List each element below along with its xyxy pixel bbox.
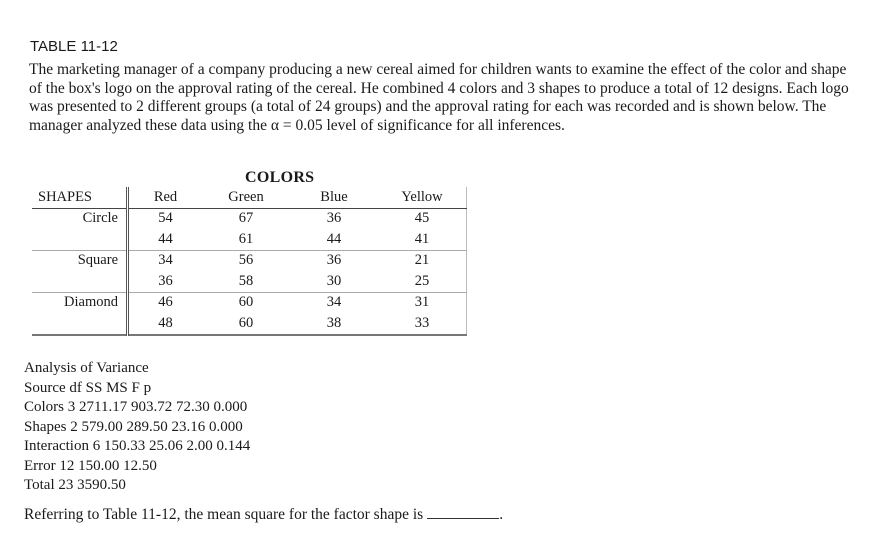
- table-row: [32, 292, 467, 313]
- table-row: [32, 208, 467, 229]
- shape-label: [32, 229, 128, 250]
- table-cell: 61: [202, 229, 290, 250]
- anova-line: Total 23 3590.50: [24, 477, 126, 493]
- table-header-row: [32, 187, 467, 208]
- table-cell: 45: [378, 208, 467, 229]
- table-cell: 31: [378, 292, 467, 313]
- table-cell: 41: [378, 229, 467, 250]
- table-cell: 46: [128, 292, 203, 313]
- table-cell: 58: [202, 271, 290, 292]
- table-cell: 38: [290, 313, 378, 335]
- problem-description: The marketing manager of a company producing a new cereal aimed for children wants to examine the effect of the color and shape of the box's logo on the approval rating of the cereal. He combined 4 colors and 3 shapes to produce a total of 12 designs. Each logo was presented to 2 different groups (a total of 24 groups) and the approval rating for each was recorded and is shown below. The manager analyzed these data using the α = 0.05 level of significance for all inferences.: [29, 61, 849, 134]
- table-cell: 36: [326, 210, 342, 227]
- question-period: .: [499, 506, 504, 523]
- table-cell: 34: [128, 250, 203, 271]
- answer-blank: [427, 506, 499, 519]
- question-prompt: Referring to Table 11-12, the mean square for the factor shape is: [24, 506, 424, 523]
- table-row: [32, 229, 467, 250]
- anova-line: Shapes 2 579.00 289.50 23.16 0.000: [24, 418, 243, 435]
- header-yellow: Yellow: [378, 187, 467, 208]
- table-cell: 36: [326, 252, 342, 269]
- anova-line: Colors 3 2711.17 903.72 72.30 0.000: [24, 399, 248, 415]
- table-cell: 56: [238, 252, 254, 269]
- question-text: [24, 506, 503, 524]
- anova-block: [24, 359, 250, 496]
- shape-label: Square: [77, 252, 118, 269]
- header-blue: Blue: [290, 187, 378, 208]
- colors-group-header: COLORS: [245, 169, 315, 186]
- shape-label: Circle: [82, 210, 118, 227]
- table-row: [32, 313, 467, 335]
- table-cell: 25: [378, 271, 467, 292]
- anova-heading: Analysis of Variance: [24, 360, 149, 376]
- table-cell: 54: [128, 208, 203, 229]
- shape-label: [32, 313, 128, 335]
- table-cell: 48: [128, 313, 203, 335]
- table-cell: 44: [128, 229, 203, 250]
- table-cell: 67: [238, 210, 254, 227]
- ratings-table: [32, 187, 467, 336]
- anova-line: Error 12 150.00 12.50: [24, 457, 157, 474]
- table-cell: 34: [326, 294, 342, 311]
- table-row: [32, 250, 467, 271]
- table-cell: 21: [378, 250, 467, 271]
- shape-label: Diamond: [64, 294, 118, 311]
- table-row: [32, 271, 467, 292]
- anova-line: Interaction 6 150.33 25.06 2.00 0.144: [24, 438, 251, 454]
- header-red: Red: [128, 187, 203, 208]
- table-title: TABLE 11-12: [30, 38, 118, 55]
- header-shapes: SHAPES: [32, 187, 128, 208]
- table-cell: 60: [238, 294, 254, 311]
- table-cell: 44: [290, 229, 378, 250]
- header-green: Green: [202, 187, 290, 208]
- table-cell: 36: [128, 271, 203, 292]
- shape-label: [32, 271, 128, 292]
- anova-columns: Source df SS MS F p: [24, 379, 152, 396]
- table-cell: 33: [378, 313, 467, 335]
- table-cell: 30: [290, 271, 378, 292]
- table-cell: 60: [202, 313, 290, 335]
